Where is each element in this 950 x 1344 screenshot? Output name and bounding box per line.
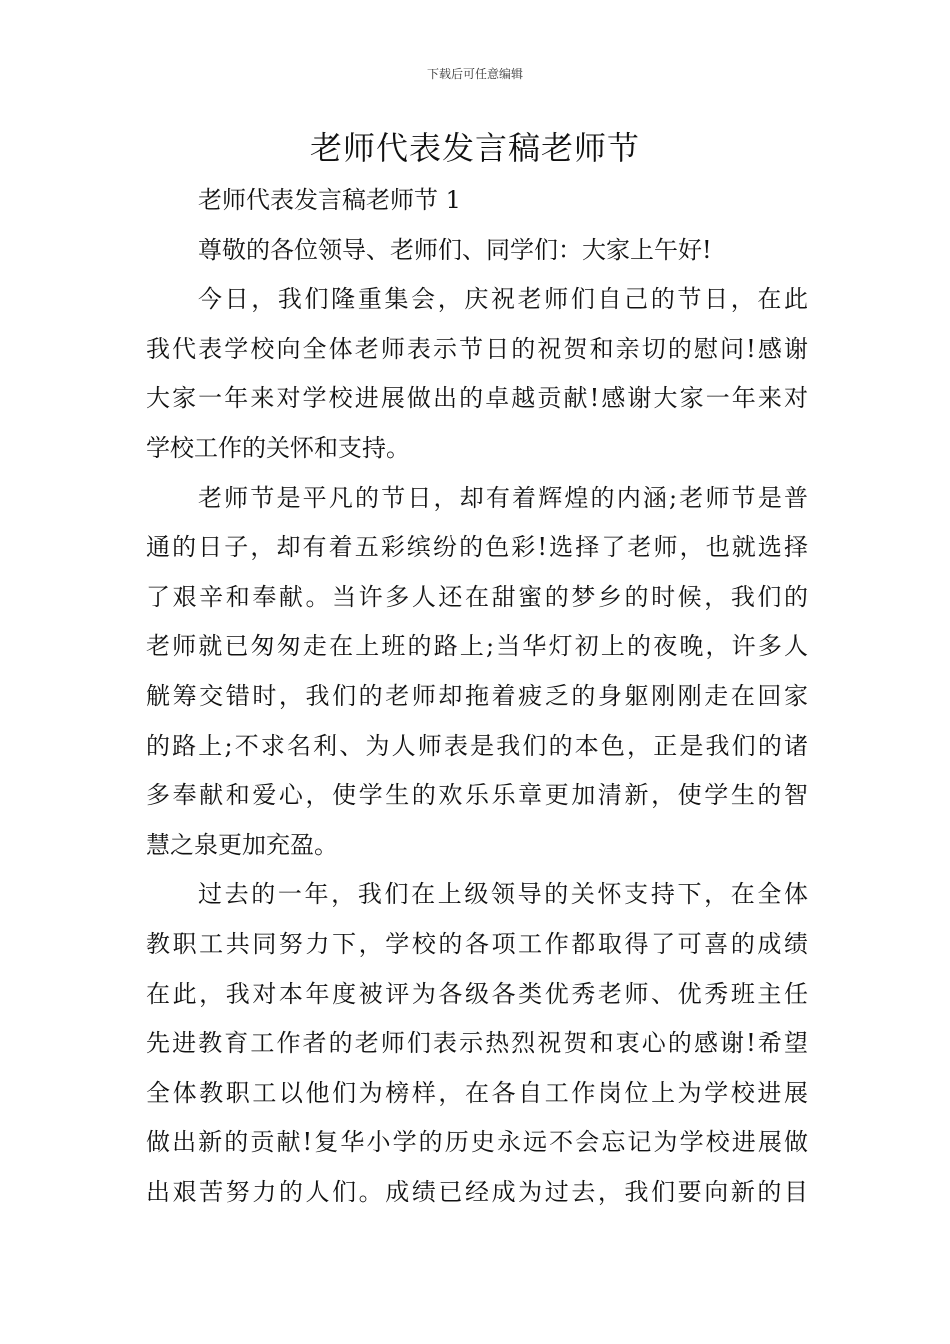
- text-line: 老师就已匆匆走在上班的路上;当华灯初上的夜晚，许多人: [146, 632, 808, 661]
- text-line: 先进教育工作者的老师们表示热烈祝贺和衷心的感谢!希望: [146, 1029, 808, 1058]
- text-line: 大家一年来对学校进展做出的卓越贡献!感谢大家一年来对: [146, 384, 808, 413]
- text-line: 多奉献和爱心，使学生的欢乐乐章更加清新，使学生的智: [146, 781, 808, 810]
- text-line: 我代表学校向全体老师表示节日的祝贺和亲切的慰问!感谢: [146, 334, 808, 363]
- text-line: 做出新的贡献!复华小学的历史永远不会忘记为学校进展做: [146, 1128, 808, 1157]
- text-line: 出艰苦努力的人们。成绩已经成为过去，我们要向新的目: [146, 1177, 808, 1206]
- header-note: 下载后可任意编辑: [426, 67, 523, 81]
- text-line: 全体教职工以他们为榜样，在各自工作岗位上为学校进展: [146, 1078, 808, 1107]
- document-title: 老师代表发言稿老师节: [309, 129, 640, 167]
- text-line: 教职工共同努力下，学校的各项工作都取得了可喜的成绩: [146, 929, 808, 958]
- text-line: 的路上;不求名利、为人师表是我们的本色，正是我们的诸: [146, 731, 808, 760]
- document-body: [146, 176, 808, 1217]
- text-line: 在此，我对本年度被评为各级各类优秀老师、优秀班主任: [146, 979, 808, 1008]
- text-line: 觥筹交错时，我们的老师却拖着疲乏的身躯刚刚走在回家: [146, 681, 808, 710]
- text-line: 了艰辛和奉献。当许多人还在甜蜜的梦乡的时候，我们的: [146, 582, 808, 611]
- text-line: 老师代表发言稿老师节 1: [198, 186, 461, 214]
- text-line: 老师节是平凡的节日，却有着辉煌的内涵;老师节是普: [198, 483, 808, 512]
- text-line: 慧之泉更加充盈。: [146, 830, 338, 859]
- text-line: 学校工作的关怀和支持。: [146, 433, 410, 462]
- text-line: 尊敬的各位领导、老师们、同学们：大家上午好!: [198, 235, 712, 264]
- text-line: 过去的一年，我们在上级领导的关怀支持下，在全体: [198, 880, 808, 909]
- text-line: 通的日子，却有着五彩缤纷的色彩!选择了老师，也就选择: [146, 533, 808, 562]
- text-line: 今日，我们隆重集会，庆祝老师们自己的节日，在此: [198, 285, 808, 314]
